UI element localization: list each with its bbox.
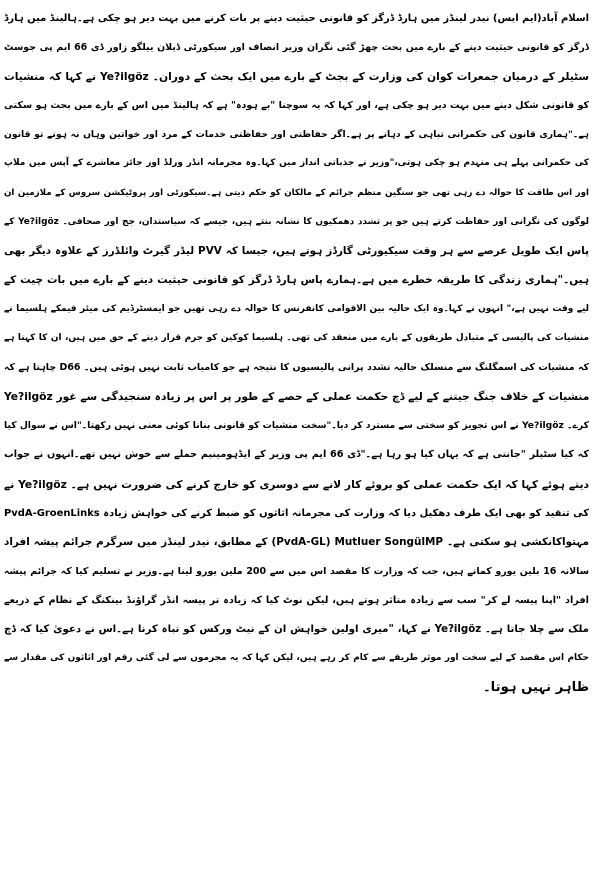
article-line: ہیں۔"ہماری زندگی کا طریقہ خطرے میں ہے۔ہمارے پاس ہارڈ ڈرگز کو قانونی حیثیت دینے کے بارے میں بات چیت کے: [4, 273, 589, 286]
article-line: کی حکمرانی پہلے ہی منہدم ہو چکی ہوتی،"وزیر نے جذباتی انداز میں کہا۔وہ مجرمانہ انڈر ورلڈ اور جائز معاشرے کے آپس میں ملاپ: [4, 158, 589, 169]
article-line: کرے۔ Ye?ilgöz نے اس تجویز کو سختی سے مسترد کر دیا۔"سخت منشیات کو قانونی بنانا کوئی معنی نہیں رکھتا۔"اس نے سوال کیا: [4, 420, 589, 432]
article-line: ملک سے چلا جاتا ہے۔ Ye?ilgöz نے کہا، "میری اولین خواہش ان کے نیٹ ورکس کو تباہ کرنا ہے۔اس نے دعویٰ کیا کہ ڈچ: [4, 623, 589, 635]
article-line: سالانہ 16 بلین یورو کماتے ہیں، جب کہ وزارت کا مقصد اس میں سے 200 ملین یورو لینا ہے۔وزیر نے تسلیم کیا کہ جرائم پیشہ: [4, 565, 589, 577]
article-line: کہ کیا سٹیلر "جانتی ہے کہ یہاں کیا ہو رہا ہے۔"ڈی 66 ایم پی وزیر کے ایڈہومینیم حملے سے خوش نہیں تھے۔انہوں نے جواب: [4, 449, 589, 461]
article-line: Ye?ilgöz منشیات کے خلاف جنگ جیتنے کے لیے ڈچ حکمت عملی کے حصے کے طور پر اس پر زیادہ سنجیدگی سے غور: [4, 390, 589, 404]
article-line: پاس ایک طویل عرصے سے ہر وقت سیکیورٹی گارڈز ہوتے ہیں، جیسا کہ PVV لیڈر گیرٹ وائلڈرز کے علاوہ دیگر بھی: [4, 244, 589, 257]
article-line: PvdA-GroenLinks کی تنقید کو بھی ایک طرف دھکیل دیا کہ وزارت کی مجرمانہ اثاثوں کو ضبط کرنے کی خواہش زیادہ: [4, 507, 589, 519]
article-line: منشیات کی پالیسی کے متبادل طریقوں کے بارے میں منعقد کی تھی۔ ہلسیما کوکین کو جرم قرار دینے کے حق میں ہیں، ان کا کہنا ہے: [4, 333, 589, 344]
article-line: لوگوں کی نگرانی اور حفاظت کرتے ہیں جو پر تشدد دھمکیوں کا نشانہ بنتے ہیں، جیسے کہ سیاستدان، جج اور صحافی۔ Ye?ilgöz کے: [4, 216, 589, 227]
article-line: حکام اس مقصد کے لیے سخت اور موثر طریقے سے کام کر رہے ہیں، لیکن کہا کہ یہ مجرموں سے لی گئی رقم اور اثاثوں کی مقدار سے: [4, 653, 589, 664]
article-line: سٹیلر کے درمیان جمعرات کوان کی وزارت کے بجٹ کے بارے میں ایک بحث کے دوران۔ Ye?ilgöz نے کہا کہ منشیات: [4, 70, 589, 84]
article-line: لیے وقت نہیں ہے،" انہوں نے کہا۔وہ ایک حالیہ بین الاقوامی کانفرنس کا حوالہ دے رہی تھیں جو ایمسٹرڈیم کی میئر فیمکے ہلسیما نے: [4, 303, 589, 314]
article-line: کہ منشیات کی اسمگلنگ سے منسلک حالیہ تشدد پرانی پالیسیوں کا نتیجہ ہے جو کامیاب ثابت نہیں ہوئی ہیں۔ D66 چاہتا ہے کہ: [4, 362, 589, 374]
article-line: افراد "اپنا پیسہ لے کر" سب سے زیادہ متاثر ہوتے ہیں، لیکن نوٹ کیا کہ زیادہ تر پیسہ انڈر گراؤنڈ بینکنگ کے نظام کے ذریعے: [4, 594, 589, 606]
article-line: ڈرگز کو قانونی حیثیت دینے کے بارے میں بحث چھڑ گئی نگران وزیر انصاف اور سیکورٹی ڈیلان ییلگو زاور ڈی 66 ایم پی جوسٹ: [4, 42, 589, 54]
article-line: ہے۔"ہماری قانون کی حکمرانی تباہی کے دہانے پر ہے۔اگر حفاظتی اور حفاظتی خدمات کے مرد اور خواتین وہاں نہ ہوتے تو قانون: [4, 129, 589, 141]
article-line: دیتے ہوئے کہا کہ ایک حکمت عملی کو بروئے کار لانے سے دوسری کو خارج کرنے کی ضرورت نہیں ہے۔ Ye?ilgöz نے: [4, 477, 589, 491]
article-line: کو قانونی شکل دینے میں بہت دیر ہو چکی ہے، اور کہا کہ یہ سوچنا "بے ہودہ" ہے کہ ہالینڈ میں اس کے بارے میں بحث ہو سکتی: [4, 100, 589, 112]
article-line: ظاہر نہیں ہوتا۔: [482, 680, 589, 696]
article-line: اسلام آباد(ایم ایس) نیدر لینڈز میں ہارڈ ڈرگز کو قانونی حیثیت دینے پر بات کرنے میں بہت دیر ہو چکی ہے۔ہالینڈ میں ہارڈ: [4, 13, 589, 24]
article-line: اور اس طاقت کا حوالہ دے رہی تھی جو سنگین منظم جرائم کے مالکان کو حکم دیتی ہے۔سیکورٹی اور پروٹیکشن سروس کے ملازمین ان: [4, 187, 589, 198]
article-body: [4, 4, 589, 886]
article-line: مہتواکانکشی ہو سکتی ہے۔ PvdA-GL) Mutluer SongülMP) کے مطابق، نیدر لینڈز میں سرگرم جرائم پیشہ افراد: [4, 535, 589, 548]
